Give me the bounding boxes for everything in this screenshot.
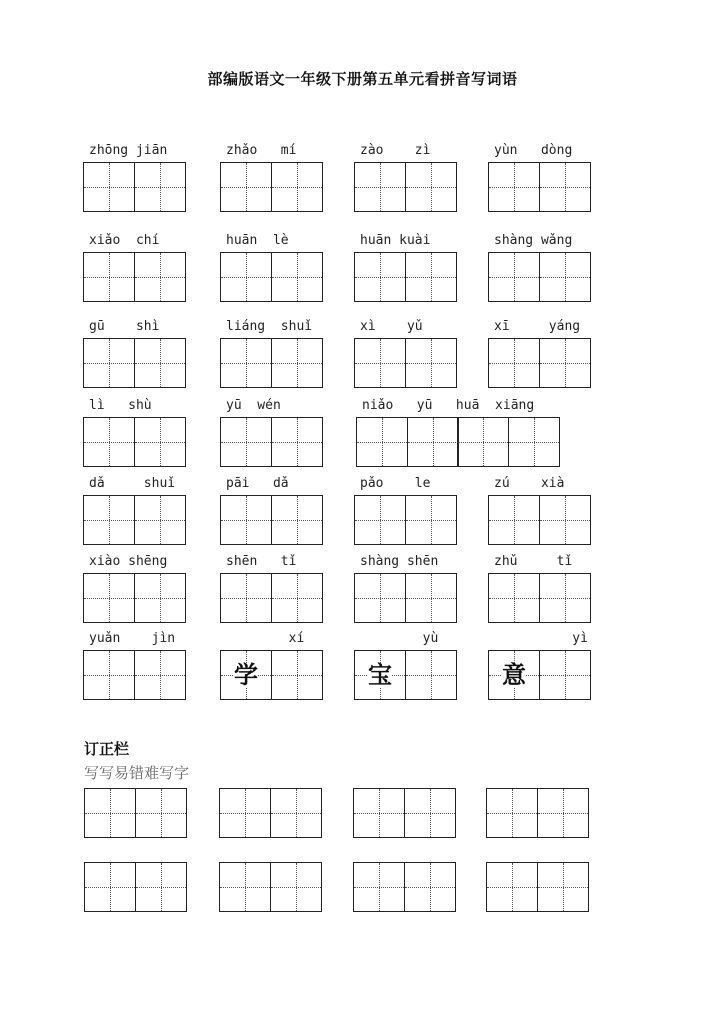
tianzige-box[interactable]: [539, 573, 591, 623]
tianzige-box[interactable]: [271, 252, 323, 302]
tianzige-box[interactable]: [83, 338, 135, 388]
pinyin-label: xiǎo chí: [89, 233, 160, 248]
tianzige-box[interactable]: [488, 495, 540, 545]
writing-boxes: [488, 162, 589, 212]
tianzige-box[interactable]: [83, 650, 135, 700]
tianzige-box[interactable]: [135, 862, 187, 912]
writing-boxes: [220, 252, 321, 302]
given-character: 学: [234, 661, 258, 689]
tianzige-box[interactable]: [486, 788, 538, 838]
pinyin-label: shàng wǎng: [494, 233, 573, 248]
pinyin-label: yì: [494, 631, 588, 646]
pinyin-label: xí: [226, 631, 305, 646]
tianzige-box[interactable]: [83, 495, 135, 545]
tianzige-box[interactable]: [405, 495, 457, 545]
tianzige-box[interactable]: [270, 788, 322, 838]
writing-boxes: [354, 162, 455, 212]
writing-boxes: [354, 252, 455, 302]
tianzige-box[interactable]: [354, 252, 406, 302]
tianzige-box[interactable]: [488, 338, 540, 388]
tianzige-box[interactable]: [356, 417, 408, 467]
tianzige-box[interactable]: [220, 573, 272, 623]
tianzige-box[interactable]: [539, 495, 591, 545]
writing-boxes: [220, 162, 321, 212]
tianzige-box[interactable]: [354, 650, 406, 700]
tianzige-box[interactable]: [354, 162, 406, 212]
tianzige-box[interactable]: [270, 862, 322, 912]
writing-boxes: [356, 417, 558, 467]
correction-boxes: [486, 788, 587, 838]
tianzige-box[interactable]: [405, 338, 457, 388]
writing-boxes: [488, 252, 589, 302]
tianzige-box[interactable]: [353, 788, 405, 838]
tianzige-box[interactable]: [405, 162, 457, 212]
pinyin-label: yùn dòng: [494, 143, 573, 158]
tianzige-box[interactable]: [539, 338, 591, 388]
pinyin-label: yū wén: [226, 398, 281, 413]
writing-boxes: [220, 338, 321, 388]
pinyin-label: dǎ shuǐ: [89, 476, 176, 491]
tianzige-box[interactable]: [220, 162, 272, 212]
writing-boxes: [354, 650, 455, 700]
tianzige-box[interactable]: [405, 252, 457, 302]
pinyin-label: zú xià: [494, 476, 565, 491]
correction-boxes: [219, 788, 320, 838]
pinyin-label: pāi dǎ: [226, 476, 289, 491]
tianzige-box[interactable]: [537, 862, 589, 912]
tianzige-box[interactable]: [220, 495, 272, 545]
tianzige-box[interactable]: [354, 573, 406, 623]
pinyin-label: xī yáng: [494, 319, 581, 334]
pinyin-label: zào zì: [360, 143, 431, 158]
pinyin-label: shēn tǐ: [226, 554, 297, 569]
tianzige-box[interactable]: [84, 862, 136, 912]
tianzige-box[interactable]: [271, 573, 323, 623]
tianzige-box[interactable]: [134, 495, 186, 545]
writing-boxes: [220, 573, 321, 623]
tianzige-box[interactable]: [271, 417, 323, 467]
tianzige-box[interactable]: [486, 862, 538, 912]
given-character: 宝: [368, 661, 392, 689]
correction-boxes: [84, 862, 185, 912]
pinyin-label: zhōng jiān: [89, 143, 168, 158]
tianzige-box[interactable]: [404, 862, 456, 912]
tianzige-box[interactable]: [457, 417, 509, 467]
tianzige-box[interactable]: [488, 252, 540, 302]
writing-boxes: [488, 573, 589, 623]
writing-boxes: [83, 417, 184, 467]
tianzige-box[interactable]: [134, 162, 186, 212]
writing-boxes: [220, 495, 321, 545]
tianzige-box[interactable]: [134, 573, 186, 623]
writing-boxes: [83, 162, 184, 212]
tianzige-box[interactable]: [488, 573, 540, 623]
tianzige-box[interactable]: [83, 162, 135, 212]
tianzige-box[interactable]: [134, 338, 186, 388]
pinyin-label: yù: [360, 631, 439, 646]
tianzige-box[interactable]: [271, 495, 323, 545]
writing-boxes: [354, 495, 455, 545]
pinyin-label: lì shù: [89, 398, 152, 413]
tianzige-box[interactable]: [219, 788, 271, 838]
pinyin-label: gū shì: [89, 319, 160, 334]
page-title: 部编版语文一年级下册第五单元看拼音写词语: [207, 70, 518, 88]
writing-boxes: [83, 495, 184, 545]
tianzige-box[interactable]: [354, 338, 406, 388]
tianzige-box[interactable]: [83, 417, 135, 467]
correction-boxes: [84, 788, 185, 838]
tianzige-box[interactable]: [271, 338, 323, 388]
tianzige-box[interactable]: [134, 650, 186, 700]
pinyin-label: xì yǔ: [360, 319, 423, 334]
tianzige-box[interactable]: [83, 252, 135, 302]
correction-subtitle: 写写易错难写字: [84, 764, 190, 782]
tianzige-box[interactable]: [134, 417, 186, 467]
tianzige-box[interactable]: [84, 788, 136, 838]
writing-boxes: [83, 650, 184, 700]
tianzige-box[interactable]: [83, 573, 135, 623]
tianzige-box[interactable]: [539, 162, 591, 212]
tianzige-box[interactable]: [539, 650, 591, 700]
tianzige-box[interactable]: [271, 650, 323, 700]
pinyin-label: niǎo yū huā xiāng: [362, 398, 535, 413]
tianzige-box[interactable]: [508, 417, 560, 467]
writing-boxes: [220, 650, 321, 700]
pinyin-label: zhǔ tǐ: [494, 554, 573, 569]
tianzige-box[interactable]: [219, 862, 271, 912]
tianzige-box[interactable]: [405, 573, 457, 623]
writing-boxes: [488, 495, 589, 545]
writing-boxes: [488, 650, 589, 700]
pinyin-label: xiào shēng: [89, 554, 168, 569]
tianzige-box[interactable]: [134, 252, 186, 302]
pinyin-label: huān kuài: [360, 233, 431, 248]
correction-heading: 订正栏: [84, 740, 130, 758]
tianzige-box[interactable]: [488, 162, 540, 212]
writing-boxes: [488, 338, 589, 388]
tianzige-box[interactable]: [539, 252, 591, 302]
correction-boxes: [219, 862, 320, 912]
tianzige-box[interactable]: [407, 417, 459, 467]
pinyin-label: liáng shuǐ: [226, 319, 313, 334]
correction-boxes: [353, 862, 454, 912]
writing-boxes: [83, 252, 184, 302]
writing-boxes: [354, 573, 455, 623]
tianzige-box[interactable]: [220, 252, 272, 302]
pinyin-label: shàng shēn: [360, 554, 439, 569]
pinyin-label: zhǎo mí: [226, 143, 297, 158]
tianzige-box[interactable]: [537, 788, 589, 838]
tianzige-box[interactable]: [353, 862, 405, 912]
tianzige-box[interactable]: [220, 650, 272, 700]
tianzige-box[interactable]: [404, 788, 456, 838]
pinyin-label: pǎo le: [360, 476, 431, 491]
tianzige-box[interactable]: [135, 788, 187, 838]
tianzige-box[interactable]: [271, 162, 323, 212]
correction-boxes: [486, 862, 587, 912]
given-character: 意: [502, 661, 526, 689]
tianzige-box[interactable]: [220, 338, 272, 388]
tianzige-box[interactable]: [354, 495, 406, 545]
writing-boxes: [354, 338, 455, 388]
tianzige-box[interactable]: [405, 650, 457, 700]
writing-boxes: [83, 573, 184, 623]
writing-boxes: [220, 417, 321, 467]
tianzige-box[interactable]: [488, 650, 540, 700]
pinyin-label: yuǎn jìn: [89, 631, 176, 646]
tianzige-box[interactable]: [220, 417, 272, 467]
pinyin-label: huān lè: [226, 233, 289, 248]
writing-boxes: [83, 338, 184, 388]
correction-boxes: [353, 788, 454, 838]
